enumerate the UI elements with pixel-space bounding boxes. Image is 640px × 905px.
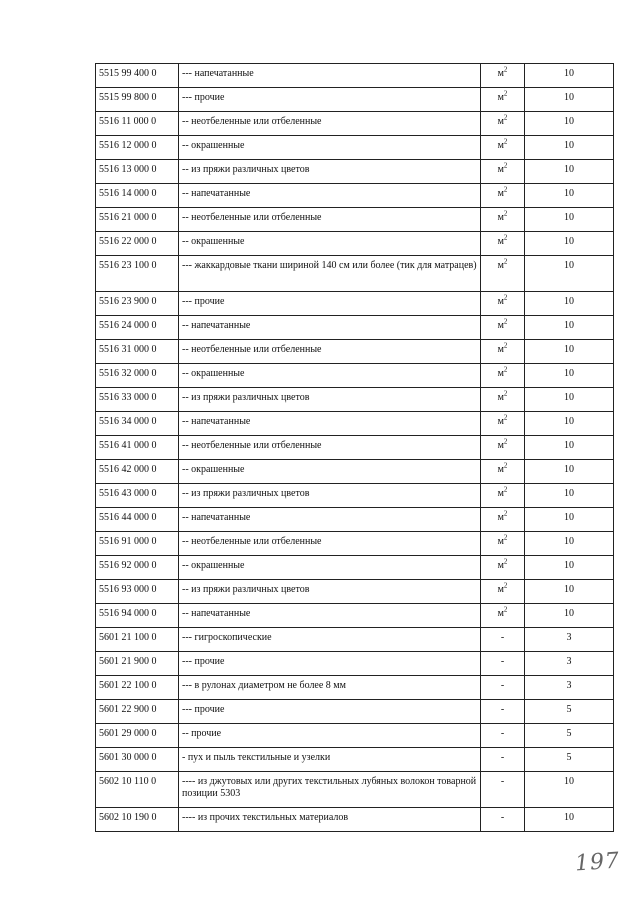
- description-cell: ---- из джутовых или других текстильных лубяных волокон товарной позиции 5303: [179, 772, 481, 808]
- unit-text: м: [497, 488, 504, 499]
- table-row: [96, 748, 614, 772]
- table-row: [96, 772, 614, 808]
- unit-cell: [481, 652, 525, 676]
- code-cell: 5602 10 190 0: [96, 808, 179, 832]
- description-cell: -- напечатанные: [179, 604, 481, 628]
- unit-cell: [481, 184, 525, 208]
- description-cell: - пух и пыль текстильные и узелки: [179, 748, 481, 772]
- table-row: [96, 460, 614, 484]
- description-cell: ---- из прочих текстильных материалов: [179, 808, 481, 832]
- code-cell: 5516 11 000 0: [96, 112, 179, 136]
- description-cell: -- окрашенные: [179, 460, 481, 484]
- unit-cell: [481, 292, 525, 316]
- unit-text: -: [500, 632, 505, 643]
- unit-superscript: 2: [503, 233, 508, 242]
- rate-cell: 10: [525, 316, 614, 340]
- unit-text: м: [497, 512, 504, 523]
- unit-superscript: 2: [503, 509, 508, 518]
- description-cell: -- из пряжи различных цветов: [179, 580, 481, 604]
- rate-cell: 10: [525, 532, 614, 556]
- code-cell: 5516 23 900 0: [96, 292, 179, 316]
- code-cell: 5516 32 000 0: [96, 364, 179, 388]
- handwritten-page-number: 197: [574, 848, 621, 877]
- unit-cell: [481, 604, 525, 628]
- unit-text: м: [497, 260, 504, 271]
- table-row: [96, 484, 614, 508]
- table-row: [96, 364, 614, 388]
- code-cell: 5516 92 000 0: [96, 556, 179, 580]
- unit-text: м: [497, 368, 504, 379]
- unit-cell: [481, 256, 525, 292]
- table-row: [96, 508, 614, 532]
- rate-cell: 10: [525, 556, 614, 580]
- table-row: [96, 652, 614, 676]
- code-cell: 5601 30 000 0: [96, 748, 179, 772]
- description-cell: --- гигроскопические: [179, 628, 481, 652]
- description-cell: --- прочие: [179, 700, 481, 724]
- rate-cell: 3: [525, 628, 614, 652]
- rate-cell: 10: [525, 112, 614, 136]
- code-cell: 5516 14 000 0: [96, 184, 179, 208]
- unit-superscript: 2: [503, 605, 508, 614]
- rate-cell: 10: [525, 580, 614, 604]
- rate-cell: 10: [525, 136, 614, 160]
- table-row: [96, 580, 614, 604]
- unit-cell: [481, 676, 525, 700]
- rate-cell: 3: [525, 676, 614, 700]
- unit-cell: [481, 208, 525, 232]
- table-row: [96, 184, 614, 208]
- unit-cell: [481, 88, 525, 112]
- unit-superscript: 2: [503, 293, 508, 302]
- unit-text: -: [500, 656, 505, 667]
- unit-text: м: [497, 68, 504, 79]
- rate-cell: 5: [525, 724, 614, 748]
- description-cell: -- прочие: [179, 724, 481, 748]
- description-cell: -- напечатанные: [179, 316, 481, 340]
- code-cell: 5601 21 100 0: [96, 628, 179, 652]
- rate-cell: 10: [525, 88, 614, 112]
- table-row: [96, 388, 614, 412]
- unit-text: -: [500, 704, 505, 715]
- code-cell: 5516 22 000 0: [96, 232, 179, 256]
- code-cell: 5516 12 000 0: [96, 136, 179, 160]
- table-row: [96, 532, 614, 556]
- table-row: [96, 112, 614, 136]
- description-cell: -- из пряжи различных цветов: [179, 484, 481, 508]
- unit-cell: [481, 532, 525, 556]
- unit-superscript: 2: [503, 437, 508, 446]
- code-cell: 5601 21 900 0: [96, 652, 179, 676]
- unit-cell: [481, 724, 525, 748]
- unit-cell: [481, 436, 525, 460]
- unit-superscript: 2: [503, 161, 508, 170]
- table-row: [96, 136, 614, 160]
- code-cell: 5516 24 000 0: [96, 316, 179, 340]
- rate-cell: 10: [525, 64, 614, 88]
- table-row: [96, 676, 614, 700]
- rate-cell: 10: [525, 412, 614, 436]
- table-row: [96, 628, 614, 652]
- code-cell: 5516 31 000 0: [96, 340, 179, 364]
- rate-cell: 10: [525, 208, 614, 232]
- unit-cell: [481, 772, 525, 808]
- unit-superscript: 2: [503, 257, 508, 266]
- table-row: [96, 700, 614, 724]
- unit-text: м: [497, 164, 504, 175]
- code-cell: 5515 99 800 0: [96, 88, 179, 112]
- unit-cell: [481, 160, 525, 184]
- unit-text: м: [497, 320, 504, 331]
- description-cell: --- прочие: [179, 652, 481, 676]
- rate-cell: 10: [525, 292, 614, 316]
- unit-text: м: [497, 140, 504, 151]
- unit-superscript: 2: [503, 533, 508, 542]
- table-row: [96, 556, 614, 580]
- unit-cell: [481, 808, 525, 832]
- unit-cell: [481, 112, 525, 136]
- code-cell: 5602 10 110 0: [96, 772, 179, 808]
- code-cell: 5516 21 000 0: [96, 208, 179, 232]
- code-cell: 5516 42 000 0: [96, 460, 179, 484]
- unit-superscript: 2: [503, 581, 508, 590]
- table-row: [96, 436, 614, 460]
- table-row: [96, 160, 614, 184]
- unit-text: м: [497, 92, 504, 103]
- table-row: [96, 64, 614, 88]
- unit-text: м: [497, 188, 504, 199]
- table-row: [96, 604, 614, 628]
- unit-text: м: [497, 560, 504, 571]
- rate-cell: 5: [525, 700, 614, 724]
- table-row: [96, 256, 614, 292]
- unit-text: м: [497, 536, 504, 547]
- unit-cell: [481, 388, 525, 412]
- unit-text: м: [497, 416, 504, 427]
- description-cell: -- напечатанные: [179, 412, 481, 436]
- description-cell: -- окрашенные: [179, 136, 481, 160]
- unit-superscript: 2: [503, 113, 508, 122]
- description-cell: --- напечатанные: [179, 64, 481, 88]
- code-cell: 5516 41 000 0: [96, 436, 179, 460]
- unit-text: м: [497, 392, 504, 403]
- description-cell: -- напечатанные: [179, 184, 481, 208]
- code-cell: 5516 13 000 0: [96, 160, 179, 184]
- unit-text: -: [500, 812, 505, 823]
- code-cell: 5516 44 000 0: [96, 508, 179, 532]
- unit-text: м: [497, 296, 504, 307]
- unit-text: м: [497, 440, 504, 451]
- description-cell: -- окрашенные: [179, 556, 481, 580]
- unit-superscript: 2: [503, 461, 508, 470]
- rate-cell: 10: [525, 484, 614, 508]
- unit-superscript: 2: [503, 557, 508, 566]
- table-row: [96, 232, 614, 256]
- code-cell: 5601 29 000 0: [96, 724, 179, 748]
- description-cell: -- из пряжи различных цветов: [179, 388, 481, 412]
- unit-text: м: [497, 116, 504, 127]
- code-cell: 5516 34 000 0: [96, 412, 179, 436]
- rate-cell: 10: [525, 460, 614, 484]
- rate-cell: 10: [525, 184, 614, 208]
- description-cell: -- неотбеленные или отбеленные: [179, 532, 481, 556]
- rate-cell: 10: [525, 340, 614, 364]
- unit-text: м: [497, 344, 504, 355]
- rate-cell: 10: [525, 364, 614, 388]
- table-row: [96, 208, 614, 232]
- rate-cell: 10: [525, 508, 614, 532]
- unit-superscript: 2: [503, 137, 508, 146]
- description-cell: -- неотбеленные или отбеленные: [179, 340, 481, 364]
- description-cell: --- прочие: [179, 292, 481, 316]
- rate-cell: 10: [525, 388, 614, 412]
- description-cell: --- жаккардовые ткани шириной 140 см или более (тик для матрацев): [179, 256, 481, 292]
- unit-cell: [481, 64, 525, 88]
- unit-text: -: [500, 680, 505, 691]
- rate-cell: 10: [525, 808, 614, 832]
- rate-cell: 5: [525, 748, 614, 772]
- unit-cell: [481, 484, 525, 508]
- unit-text: -: [500, 752, 505, 763]
- description-cell: --- прочие: [179, 88, 481, 112]
- table-row: [96, 316, 614, 340]
- unit-superscript: 2: [503, 317, 508, 326]
- table-row: [96, 88, 614, 112]
- unit-superscript: 2: [503, 413, 508, 422]
- unit-cell: [481, 460, 525, 484]
- code-cell: 5516 43 000 0: [96, 484, 179, 508]
- table-row: [96, 724, 614, 748]
- code-cell: 5516 33 000 0: [96, 388, 179, 412]
- unit-superscript: 2: [503, 485, 508, 494]
- description-cell: -- неотбеленные или отбеленные: [179, 112, 481, 136]
- description-cell: -- из пряжи различных цветов: [179, 160, 481, 184]
- description-cell: -- неотбеленные или отбеленные: [179, 436, 481, 460]
- unit-superscript: 2: [503, 365, 508, 374]
- code-cell: 5601 22 100 0: [96, 676, 179, 700]
- unit-cell: [481, 700, 525, 724]
- unit-text: м: [497, 608, 504, 619]
- tariff-table-body: [96, 64, 614, 832]
- rate-cell: 10: [525, 232, 614, 256]
- unit-cell: [481, 412, 525, 436]
- unit-cell: [481, 508, 525, 532]
- rate-cell: 3: [525, 652, 614, 676]
- unit-cell: [481, 136, 525, 160]
- code-cell: 5516 91 000 0: [96, 532, 179, 556]
- unit-cell: [481, 364, 525, 388]
- unit-cell: [481, 628, 525, 652]
- description-cell: -- напечатанные: [179, 508, 481, 532]
- table-row: [96, 292, 614, 316]
- description-cell: -- окрашенные: [179, 364, 481, 388]
- description-cell: --- в рулонах диаметром не более 8 мм: [179, 676, 481, 700]
- tariff-table: [95, 63, 614, 832]
- rate-cell: 10: [525, 604, 614, 628]
- code-cell: 5515 99 400 0: [96, 64, 179, 88]
- unit-text: м: [497, 464, 504, 475]
- unit-text: -: [500, 728, 505, 739]
- unit-text: м: [497, 584, 504, 595]
- unit-cell: [481, 316, 525, 340]
- table-row: [96, 340, 614, 364]
- unit-superscript: 2: [503, 341, 508, 350]
- unit-superscript: 2: [503, 209, 508, 218]
- unit-text: -: [500, 776, 505, 787]
- rate-cell: 10: [525, 436, 614, 460]
- code-cell: 5516 94 000 0: [96, 604, 179, 628]
- description-cell: -- неотбеленные или отбеленные: [179, 208, 481, 232]
- unit-cell: [481, 556, 525, 580]
- table-row: [96, 808, 614, 832]
- rate-cell: 10: [525, 160, 614, 184]
- rate-cell: 10: [525, 772, 614, 808]
- code-cell: 5601 22 900 0: [96, 700, 179, 724]
- unit-cell: [481, 748, 525, 772]
- unit-superscript: 2: [503, 389, 508, 398]
- unit-cell: [481, 232, 525, 256]
- code-cell: 5516 93 000 0: [96, 580, 179, 604]
- unit-text: м: [497, 212, 504, 223]
- table-row: [96, 412, 614, 436]
- unit-superscript: 2: [503, 65, 508, 74]
- rate-cell: 10: [525, 256, 614, 292]
- description-cell: -- окрашенные: [179, 232, 481, 256]
- unit-superscript: 2: [503, 185, 508, 194]
- unit-superscript: 2: [503, 89, 508, 98]
- code-cell: 5516 23 100 0: [96, 256, 179, 292]
- unit-cell: [481, 580, 525, 604]
- unit-cell: [481, 340, 525, 364]
- unit-text: м: [497, 236, 504, 247]
